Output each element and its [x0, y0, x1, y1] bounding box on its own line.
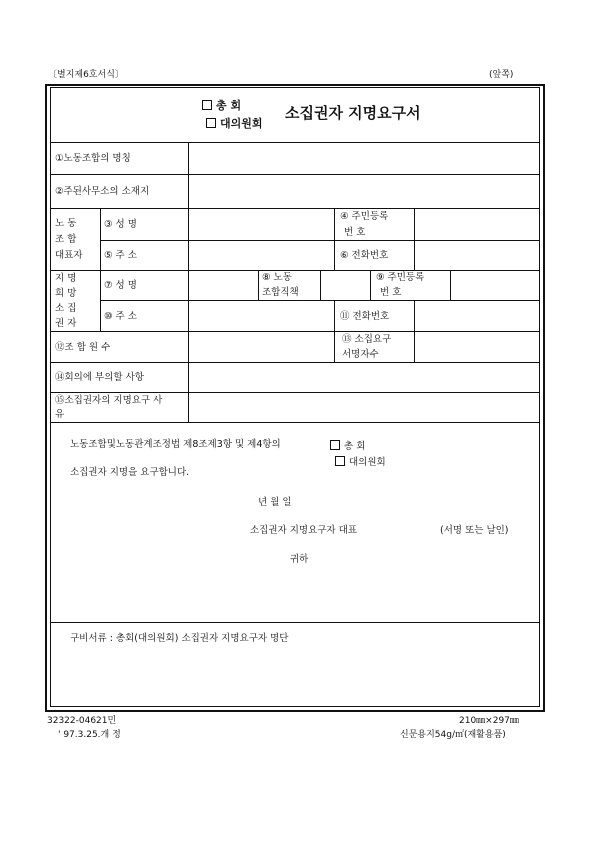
rule	[320, 270, 321, 300]
label-rep-group-2: 조 합	[55, 234, 77, 245]
label-office-location: ②주된사무소의 소재지	[55, 186, 150, 197]
form-number: 〔별지제6호서식〕	[48, 70, 124, 80]
checkbox-icon	[206, 118, 216, 128]
checkbox-icon	[335, 456, 345, 466]
label-nominee-rrn-1: ⑨ 주민등록	[376, 272, 425, 283]
label-signer-count-1: ⑬ 소집요구	[342, 334, 392, 345]
label-rep-rrn-2: 번 호	[344, 227, 366, 238]
footer-paper-size: 210㎜×297㎜	[459, 716, 519, 726]
label-union-position-1: ⑧ 노동	[262, 272, 292, 283]
rule	[188, 142, 189, 422]
label-rep-rrn-1: ④ 주민등록	[340, 211, 389, 222]
label-member-count: ⑫조 합 원 수	[55, 342, 111, 353]
label-nominee-address: ⑩ 주 소	[104, 311, 137, 322]
attachments-note: 구비서류 : 총회(대의원회) 소집권자 지명요구자 명단	[70, 633, 289, 644]
footer-revision-date: ' 97.3.25.개 정	[58, 730, 121, 740]
label-agenda: ⑭회의에 부의할 사항	[55, 372, 144, 383]
label-rep-group-1: 노 동	[55, 218, 77, 229]
rule	[258, 270, 259, 300]
label-nominee-2: 희 망	[55, 288, 77, 299]
page-side: (앞쪽)	[489, 70, 514, 80]
rule	[334, 300, 335, 362]
label-nominee-phone: ⑪ 전화번호	[340, 311, 390, 322]
label-rep-name: ③ 성 명	[104, 219, 137, 230]
body-signature-note: (서명 또는 날인)	[440, 525, 509, 536]
rule	[100, 240, 540, 241]
rule	[50, 622, 540, 623]
checkbox-icon	[330, 440, 340, 450]
rule	[50, 362, 540, 363]
body-option-delegates: 대의원회	[335, 456, 386, 468]
rule	[50, 422, 540, 423]
body-date: 년 월 일	[258, 497, 292, 508]
footer-code: 32322-04621민	[47, 716, 117, 726]
label-signer-count-2: 서명자수	[342, 349, 379, 360]
label-reason-2: 유	[55, 409, 65, 420]
rule	[50, 142, 540, 143]
label-nominee-3: 소 집	[55, 303, 77, 314]
label-union-name: ①노동조합의 명칭	[55, 153, 131, 164]
label-nominee-rrn-2: 번 호	[380, 287, 402, 298]
rule	[100, 208, 101, 331]
body-addressee: 귀하	[290, 554, 309, 565]
label-rep-address: ⑤ 주 소	[104, 250, 137, 261]
rule	[50, 331, 540, 332]
label-reason-1: ⑮소집권자의 지명요구 사	[55, 395, 163, 406]
label-rep-group-3: 대표자	[55, 250, 83, 261]
rule	[414, 300, 415, 362]
rule	[50, 392, 540, 393]
rule	[100, 300, 540, 301]
label-nominee-name: ⑦ 성 명	[104, 280, 137, 291]
title-option-delegates: 대의원회	[206, 118, 263, 129]
footer-paper-spec: 신문용지54g/㎡(재활용품)	[400, 730, 506, 740]
label-rep-phone: ⑥ 전화번호	[340, 250, 389, 261]
body-statute-text: 노동조합및노동관계조정법 제8조제3항 및 제4항의	[70, 439, 281, 450]
rule	[450, 270, 451, 300]
rule	[50, 208, 540, 209]
rule	[50, 270, 540, 271]
body-representative: 소집권자 지명요구자 대표	[250, 525, 357, 536]
rule	[370, 270, 371, 300]
rule	[334, 208, 335, 270]
title-option-general-meeting: 총 회	[202, 100, 241, 111]
form-title: 소집권자 지명요구서	[285, 104, 421, 122]
rule	[414, 208, 415, 270]
body-request-text: 소집권자 지명을 요구합니다.	[70, 467, 190, 478]
body-option-general-meeting: 총 회	[330, 440, 365, 452]
label-union-position-2: 조합직책	[262, 287, 299, 298]
label-nominee-4: 권 자	[55, 318, 77, 329]
checkbox-icon	[202, 100, 212, 110]
rule	[50, 174, 540, 175]
label-nominee-1: 지 명	[55, 273, 77, 284]
